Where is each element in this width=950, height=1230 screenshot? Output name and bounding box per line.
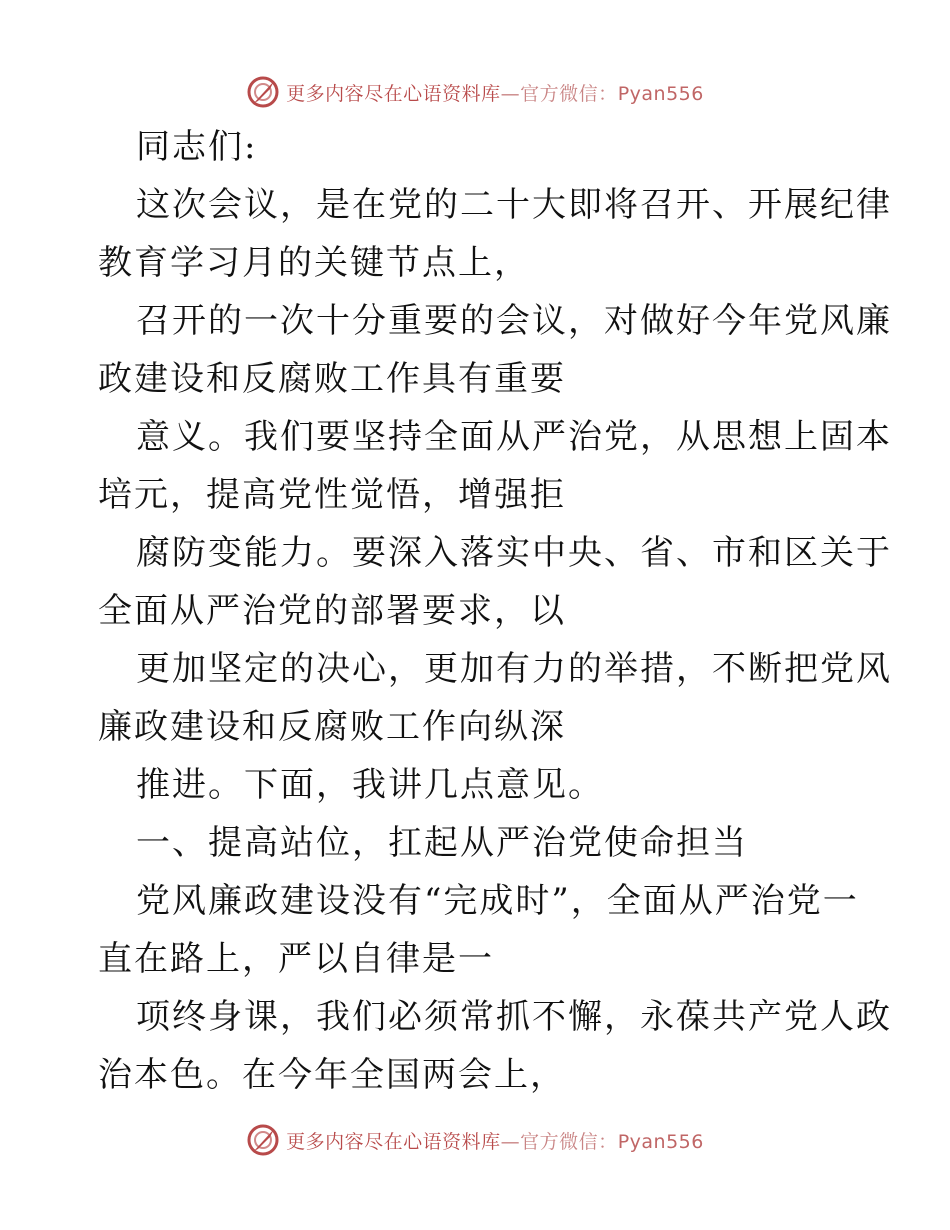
body-text-line: 腐防变能力。要深入落实中央、省、市和区关于 <box>136 533 892 573</box>
body-text-line: 项终身课，我们必须常抓不懈，永葆共产党人政 <box>136 997 892 1037</box>
watermark-wechat-id: Pyan556 <box>617 82 704 105</box>
body-text-line: 政建设和反腐败工作具有重要 <box>98 359 566 399</box>
body-text-line: 直在路上，严以自律是一 <box>98 939 494 979</box>
watermark-wechat-id: Pyan556 <box>617 1130 704 1153</box>
quill-seal-icon <box>246 1123 280 1157</box>
body-text-line: 这次会议，是在党的二十大即将召开、开展纪律 <box>136 185 892 225</box>
watermark-site-text: 更多内容尽在心语资料库 <box>286 1130 501 1153</box>
body-text-line: 同志们: <box>136 127 258 167</box>
body-text-line: 廉政建设和反腐败工作向纵深 <box>98 707 566 747</box>
watermark-dash: — <box>500 82 521 105</box>
body-text-line: 一、提高站位，扛起从严治党使命担当 <box>136 823 748 863</box>
body-text-line: 全面从严治党的部署要求，以 <box>98 591 566 631</box>
body-text-line: 教育学习月的关键节点上， <box>98 243 530 283</box>
body-text-line: 党风廉政建设没有“完成时”，全面从严治党一 <box>136 881 859 921</box>
header-watermark <box>0 72 950 112</box>
watermark-text <box>286 79 704 106</box>
body-text-line: 治本色。在今年全国两会上， <box>98 1055 566 1095</box>
body-text-line: 意义。我们要坚持全面从严治党，从思想上固本 <box>136 417 892 457</box>
document-body <box>98 118 892 1104</box>
watermark-dash: — <box>500 1130 521 1153</box>
footer-watermark <box>0 1120 950 1160</box>
body-text-line: 推进。下面，我讲几点意见。 <box>136 765 604 805</box>
watermark-text <box>286 1127 704 1154</box>
body-text-line: 召开的一次十分重要的会议，对做好今年党风廉 <box>136 301 892 341</box>
body-text-line: 培元，提高党性觉悟，增强拒 <box>98 475 566 515</box>
watermark-site-text: 更多内容尽在心语资料库 <box>286 82 501 105</box>
body-text-line: 更加坚定的决心，更加有力的举措，不断把党风 <box>136 649 892 689</box>
quill-seal-icon <box>246 75 280 109</box>
watermark-wechat-label: 官方微信： <box>520 1130 618 1153</box>
watermark-wechat-label: 官方微信： <box>520 82 618 105</box>
